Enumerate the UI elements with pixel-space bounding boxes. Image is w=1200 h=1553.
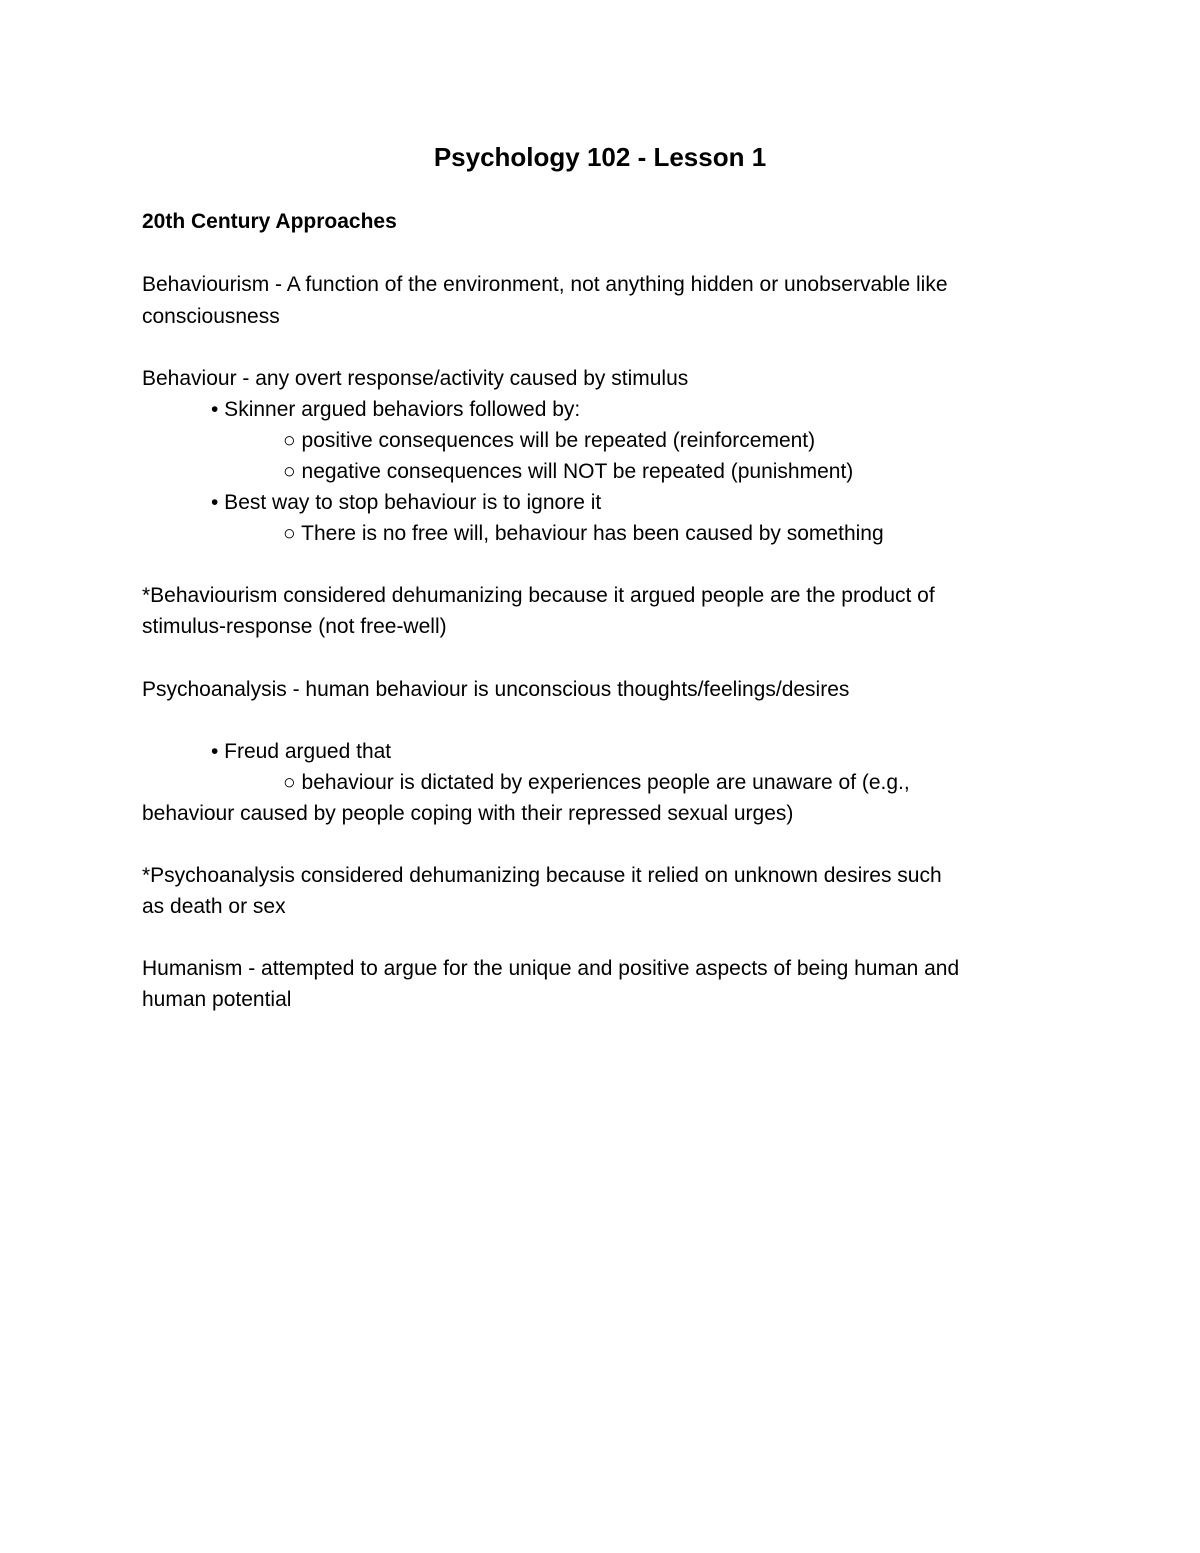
negative-consequences-subbullet: ○ negative consequences will NOT be repeated (punishment)	[283, 460, 854, 483]
behaviourism-definition-line-1: Behaviourism - A function of the environment, not anything hidden or unobservable like	[142, 273, 948, 296]
behaviourism-note-line-1: *Behaviourism considered dehumanizing because it argued people are the product of	[142, 584, 935, 607]
freud-subbullet-line-1: ○ behaviour is dictated by experiences people are unaware of (e.g.,	[283, 771, 910, 794]
humanism-definition-line-2: human potential	[142, 988, 292, 1011]
skinner-bullet: • Skinner argued behaviors followed by:	[211, 398, 581, 421]
behaviour-definition: Behaviour - any overt response/activity caused by stimulus	[142, 367, 689, 390]
behaviourism-note-line-2: stimulus-response (not free-well)	[142, 615, 447, 638]
freud-bullet: • Freud argued that	[211, 740, 392, 763]
psychoanalysis-definition: Psychoanalysis - human behaviour is unconscious thoughts/feelings/desires	[142, 678, 850, 701]
page-title: Psychology 102 - Lesson 1	[433, 142, 767, 172]
free-will-subbullet: ○ There is no free will, behaviour has been caused by something	[283, 522, 884, 545]
positive-consequences-subbullet: ○ positive consequences will be repeated (reinforcement)	[283, 429, 816, 452]
section-heading: 20th Century Approaches	[142, 210, 397, 233]
behaviourism-definition-line-2: consciousness	[142, 305, 280, 328]
freud-subbullet-line-2: behaviour caused by people coping with their repressed sexual urges)	[142, 802, 794, 825]
humanism-definition-line-1: Humanism - attempted to argue for the unique and positive aspects of being human and	[142, 957, 960, 980]
psychoanalysis-note-line-1: *Psychoanalysis considered dehumanizing because it relied on unknown desires such	[142, 864, 942, 887]
psychoanalysis-note-line-2: as death or sex	[142, 895, 286, 918]
ignore-behaviour-bullet: • Best way to stop behaviour is to ignore it	[211, 491, 602, 514]
